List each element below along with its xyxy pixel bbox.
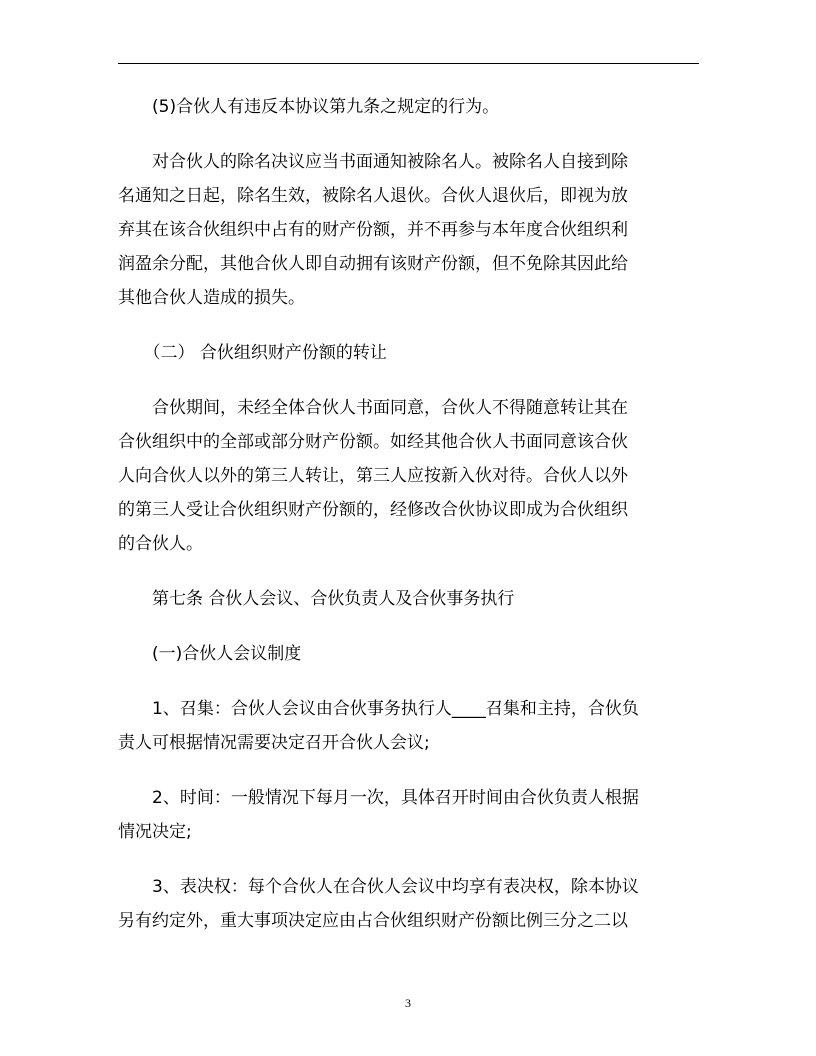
text-line: (5)合伙人有违反本协议第九条之规定的行为。 [118,97,500,117]
text-line: 的第三人受让合伙组织财产份额的，经修改合伙协议即成为合伙组织 [118,500,628,520]
text-line: 2、时间：一般情况下每月一次，具体召开时间由合伙负责人根据 [118,788,639,808]
text-line: 情况决定; [118,822,192,842]
text-line: 另有约定外，重大事项决定应由占合伙组织财产份额比例三分之二以 [118,911,628,931]
text-line: 弃其在该合伙组织中占有的财产份额，并不再参与本年度合伙组织利 [118,220,628,240]
text-line: 人向合伙人以外的第三人转让，第三人应按新入伙对待。合伙人以外 [118,466,628,486]
text-line: 的合伙人。 [118,534,203,554]
text-line: 对合伙人的除名决议应当书面通知被除名人。被除名人自接到除 [118,152,628,172]
text-line: 名通知之日起，除名生效，被除名人退伙。合伙人退伙后，即视为放 [118,186,628,206]
text-line: (一)合伙人会议制度 [118,644,302,664]
article-heading-7 [118,582,699,616]
text-line: 3、表决权：每个合伙人在合伙人会议中均享有表决权，除本协议 [118,877,639,897]
text-line: 责人可根据情况需要决定召开合伙人会议; [118,733,430,753]
text-line: 润盈余分配，其他合伙人即自动拥有该财产份额，但不免除其因此给 [118,254,628,274]
paragraph-removal-notice [118,145,699,315]
paragraph-removal-clause-5 [118,90,699,124]
text-line: 合伙组织中的全部或部分财产份额。如经其他合伙人书面同意该合伙 [118,432,628,452]
paragraph-meeting-time [118,781,699,849]
page-number: 3 [405,996,411,1010]
section-heading-partner-meeting [118,637,699,671]
paragraph-meeting-convening [118,692,699,760]
text-line: 其他合伙人造成的损失。 [118,288,305,308]
text-line: 1、召集：合伙人会议由合伙事务执行人____召集和主持，合伙负 [118,699,639,719]
document-body [118,90,699,938]
text-line: （二） 合伙组织财产份额的转让 [118,343,387,363]
text-line: 合伙期间，未经全体合伙人书面同意，合伙人不得随意转让其在 [118,398,628,418]
header-rule [118,63,699,64]
section-heading-share-transfer [118,336,699,370]
paragraph-share-transfer [118,391,699,561]
text-line: 第七条 合伙人会议、合伙负责人及合伙事务执行 [118,589,515,609]
paragraph-voting-rights [118,870,699,938]
